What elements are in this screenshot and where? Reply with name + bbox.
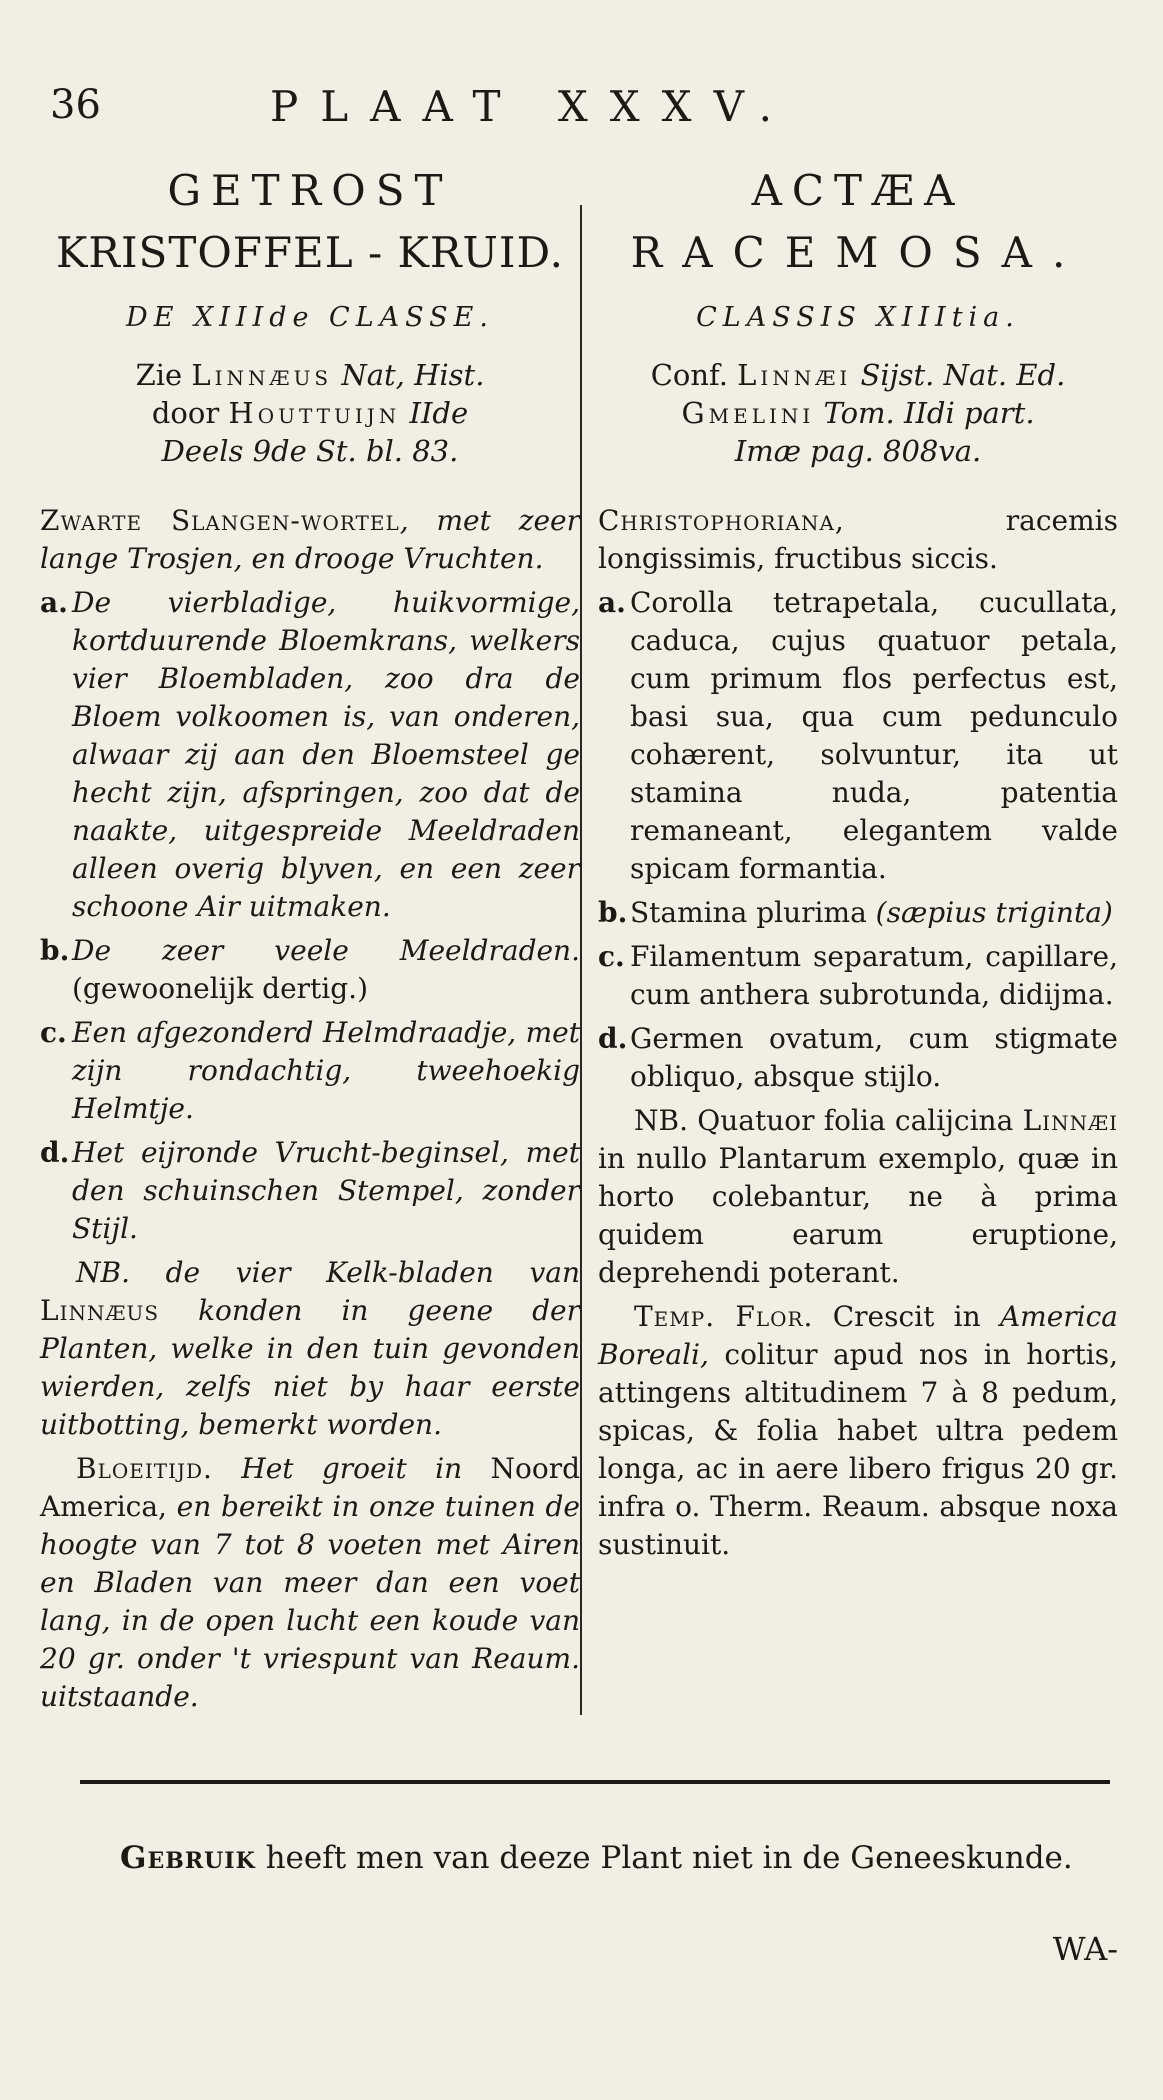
item-text: Germen ovatum, cum stigmate obliquo, absque stijlo. (630, 1022, 1118, 1093)
item-marker: c. (40, 1016, 67, 1049)
item-marker: d. (598, 1022, 628, 1055)
ref-author: Linnæus (191, 358, 333, 392)
ref-part: Tom. IIdi part. (823, 396, 1035, 430)
flowering-text: Het groeit in (241, 1452, 463, 1485)
list-item (598, 938, 1118, 1014)
catchword: WA- (1052, 1930, 1118, 1968)
flowering-text: en bereikt in onze tuinen de hoogte van 7 tot 8 voeten met Airen en Bladen van meer dan een voet lang, in de open lucht een koude van 20 gr. onder 't vriespunt van Reaum. uitstaande. (40, 1490, 580, 1713)
flowering-region: America Boreali, (598, 1300, 1118, 1371)
latin-classis: CLASSIS XIIItia. (696, 302, 1020, 333)
ref-text: Conf. (650, 358, 728, 392)
item-marker: b. (40, 934, 70, 967)
item-text: Het eijronde Vrucht-beginsel, met den schuinschen Stempel, zonder Stijl. (72, 1136, 580, 1245)
dutch-common-name: Zwarte Slangen-wortel (40, 504, 400, 537)
dutch-species-description (40, 502, 580, 578)
nb-text: in nullo Plantarum exemplo, quæ in horto colebantur, ne à prima quidem earum eruptione, deprehendi poterant. (598, 1142, 1118, 1289)
ref-work: Sijst. Nat. Ed. (860, 358, 1066, 392)
usage-note (120, 1840, 1073, 1876)
ref-author: Linnæi (737, 358, 852, 392)
nb-label: NB. (76, 1256, 130, 1289)
list-item (598, 894, 1118, 932)
item-text: (sæpius triginta) (875, 896, 1113, 929)
dutch-body (40, 502, 580, 1716)
item-marker: a. (40, 586, 68, 619)
nb-text: de vier Kelk-bladen van (165, 1256, 580, 1289)
item-marker: d. (40, 1136, 70, 1169)
list-item (40, 932, 580, 1008)
nb-text: konden in geene der Planten, welke in den tuin gevonden wierden, zelfs niet by haar eerste uitbotting, bemerkt worden. (40, 1294, 580, 1441)
flowering-text: Crescit in (832, 1300, 981, 1333)
dutch-reference (40, 356, 580, 470)
flowering-label: Bloeitijd. (76, 1452, 213, 1485)
ref-text: Zie (135, 358, 183, 392)
latin-nota-bene (598, 1102, 1118, 1292)
item-text: Een afgezonderd Helmdraadje, met zijn rondachtig, tweehoekig Helmtje. (72, 1016, 580, 1125)
latin-species-description (598, 502, 1118, 578)
list-item (598, 584, 1118, 888)
ref-text: door (151, 396, 220, 430)
latin-species-text: , racemis longissimis, fructibus siccis. (598, 504, 1118, 575)
plate-title: PLAAT XXXV. (270, 82, 794, 131)
nb-author: Linnæi (1022, 1104, 1118, 1137)
item-marker: b. (598, 896, 628, 929)
ref-editor: Gmelini (681, 396, 815, 430)
dutch-column (40, 160, 580, 1716)
dutch-flowering-time (40, 1450, 580, 1716)
latin-body (598, 502, 1118, 1564)
latin-name-line-1: ACTÆA (751, 166, 965, 215)
nb-author: Linnæus (40, 1294, 160, 1327)
page-header (50, 82, 1110, 142)
ref-location: Imæ pag. 808va. (734, 434, 982, 468)
column-divider (580, 205, 582, 1715)
flowering-region: Noord America, (40, 1452, 581, 1523)
list-item (40, 1014, 580, 1128)
dutch-name-line-1: GETROST (167, 166, 453, 215)
list-item (598, 1020, 1118, 1096)
latin-name-line-2: RACEMOSA. (630, 228, 1086, 277)
nb-label: NB. (634, 1104, 688, 1137)
latin-common-name: Christophoriana (598, 504, 835, 537)
ref-translator: Houttuijn (228, 396, 401, 430)
ref-location: Deels 9de St. bl. 83. (161, 434, 459, 468)
flowering-text: colitur apud nos in hortis, attingens altitudinem 7 à 8 pedum, spicas, & folia habet ultra pedem longa, ac in aere libero frigus 20 gr. infra o. Therm. Reaum. absque noxa sustinuit. (598, 1338, 1118, 1561)
nb-text: Quatuor folia calijcina (697, 1104, 1014, 1137)
item-text: De vierbladige, huikvormige, kortduurende Bloemkrans, welkers vier Bloembladen, zoo dra de Bloem volkoomen is, van onderen, alwaar zij aan den Bloemsteel ge hecht zijn, afspringen, zoo dat de naakte, uitgespreide Meeldraden alleen overig blyven, en een zeer schoone Air uitmaken. (72, 586, 580, 923)
dutch-species-text: , met zeer lange Trosjen, en drooge Vruchten. (40, 504, 580, 575)
ref-part: IIde (409, 396, 469, 430)
item-marker: a. (598, 586, 626, 619)
item-marker: c. (598, 940, 625, 973)
flowering-label: Temp. Flor. (634, 1300, 814, 1333)
list-item (40, 1134, 580, 1248)
ref-work: Nat, Hist. (341, 358, 485, 392)
latin-flowering-time (598, 1298, 1118, 1564)
dutch-nota-bene (40, 1254, 580, 1444)
item-text: Corolla tetrapetala, cucullata, caduca, cujus quatuor petala, cum primum flos perfectus est, basi sua, qua cum pedunculo cohærent, solvuntur, ita ut stamina nuda, patentia remaneant, elegantem valde spicam formantia. (630, 586, 1118, 885)
item-text: De zeer veele Meeldraden. (72, 934, 580, 967)
usage-label: Gebruik (120, 1840, 256, 1876)
item-text-plain: (gewoonelijk dertig.) (72, 972, 368, 1005)
item-text: Filamentum separatum, capillare, cum anthera subrotunda, didijma. (630, 940, 1118, 1011)
latin-column (598, 160, 1118, 1564)
page-number: 36 (50, 82, 101, 128)
list-item (40, 584, 580, 926)
dutch-name-line-2: KRISTOFFEL - KRUID. (55, 228, 565, 277)
dutch-classe: DE XIIIde CLASSE. (126, 302, 494, 333)
latin-reference (598, 356, 1118, 470)
horizontal-rule (80, 1780, 1110, 1784)
item-text-plain: Stamina plurima (630, 896, 876, 929)
usage-text: heeft men van deeze Plant niet in de Geneeskunde. (255, 1840, 1073, 1876)
